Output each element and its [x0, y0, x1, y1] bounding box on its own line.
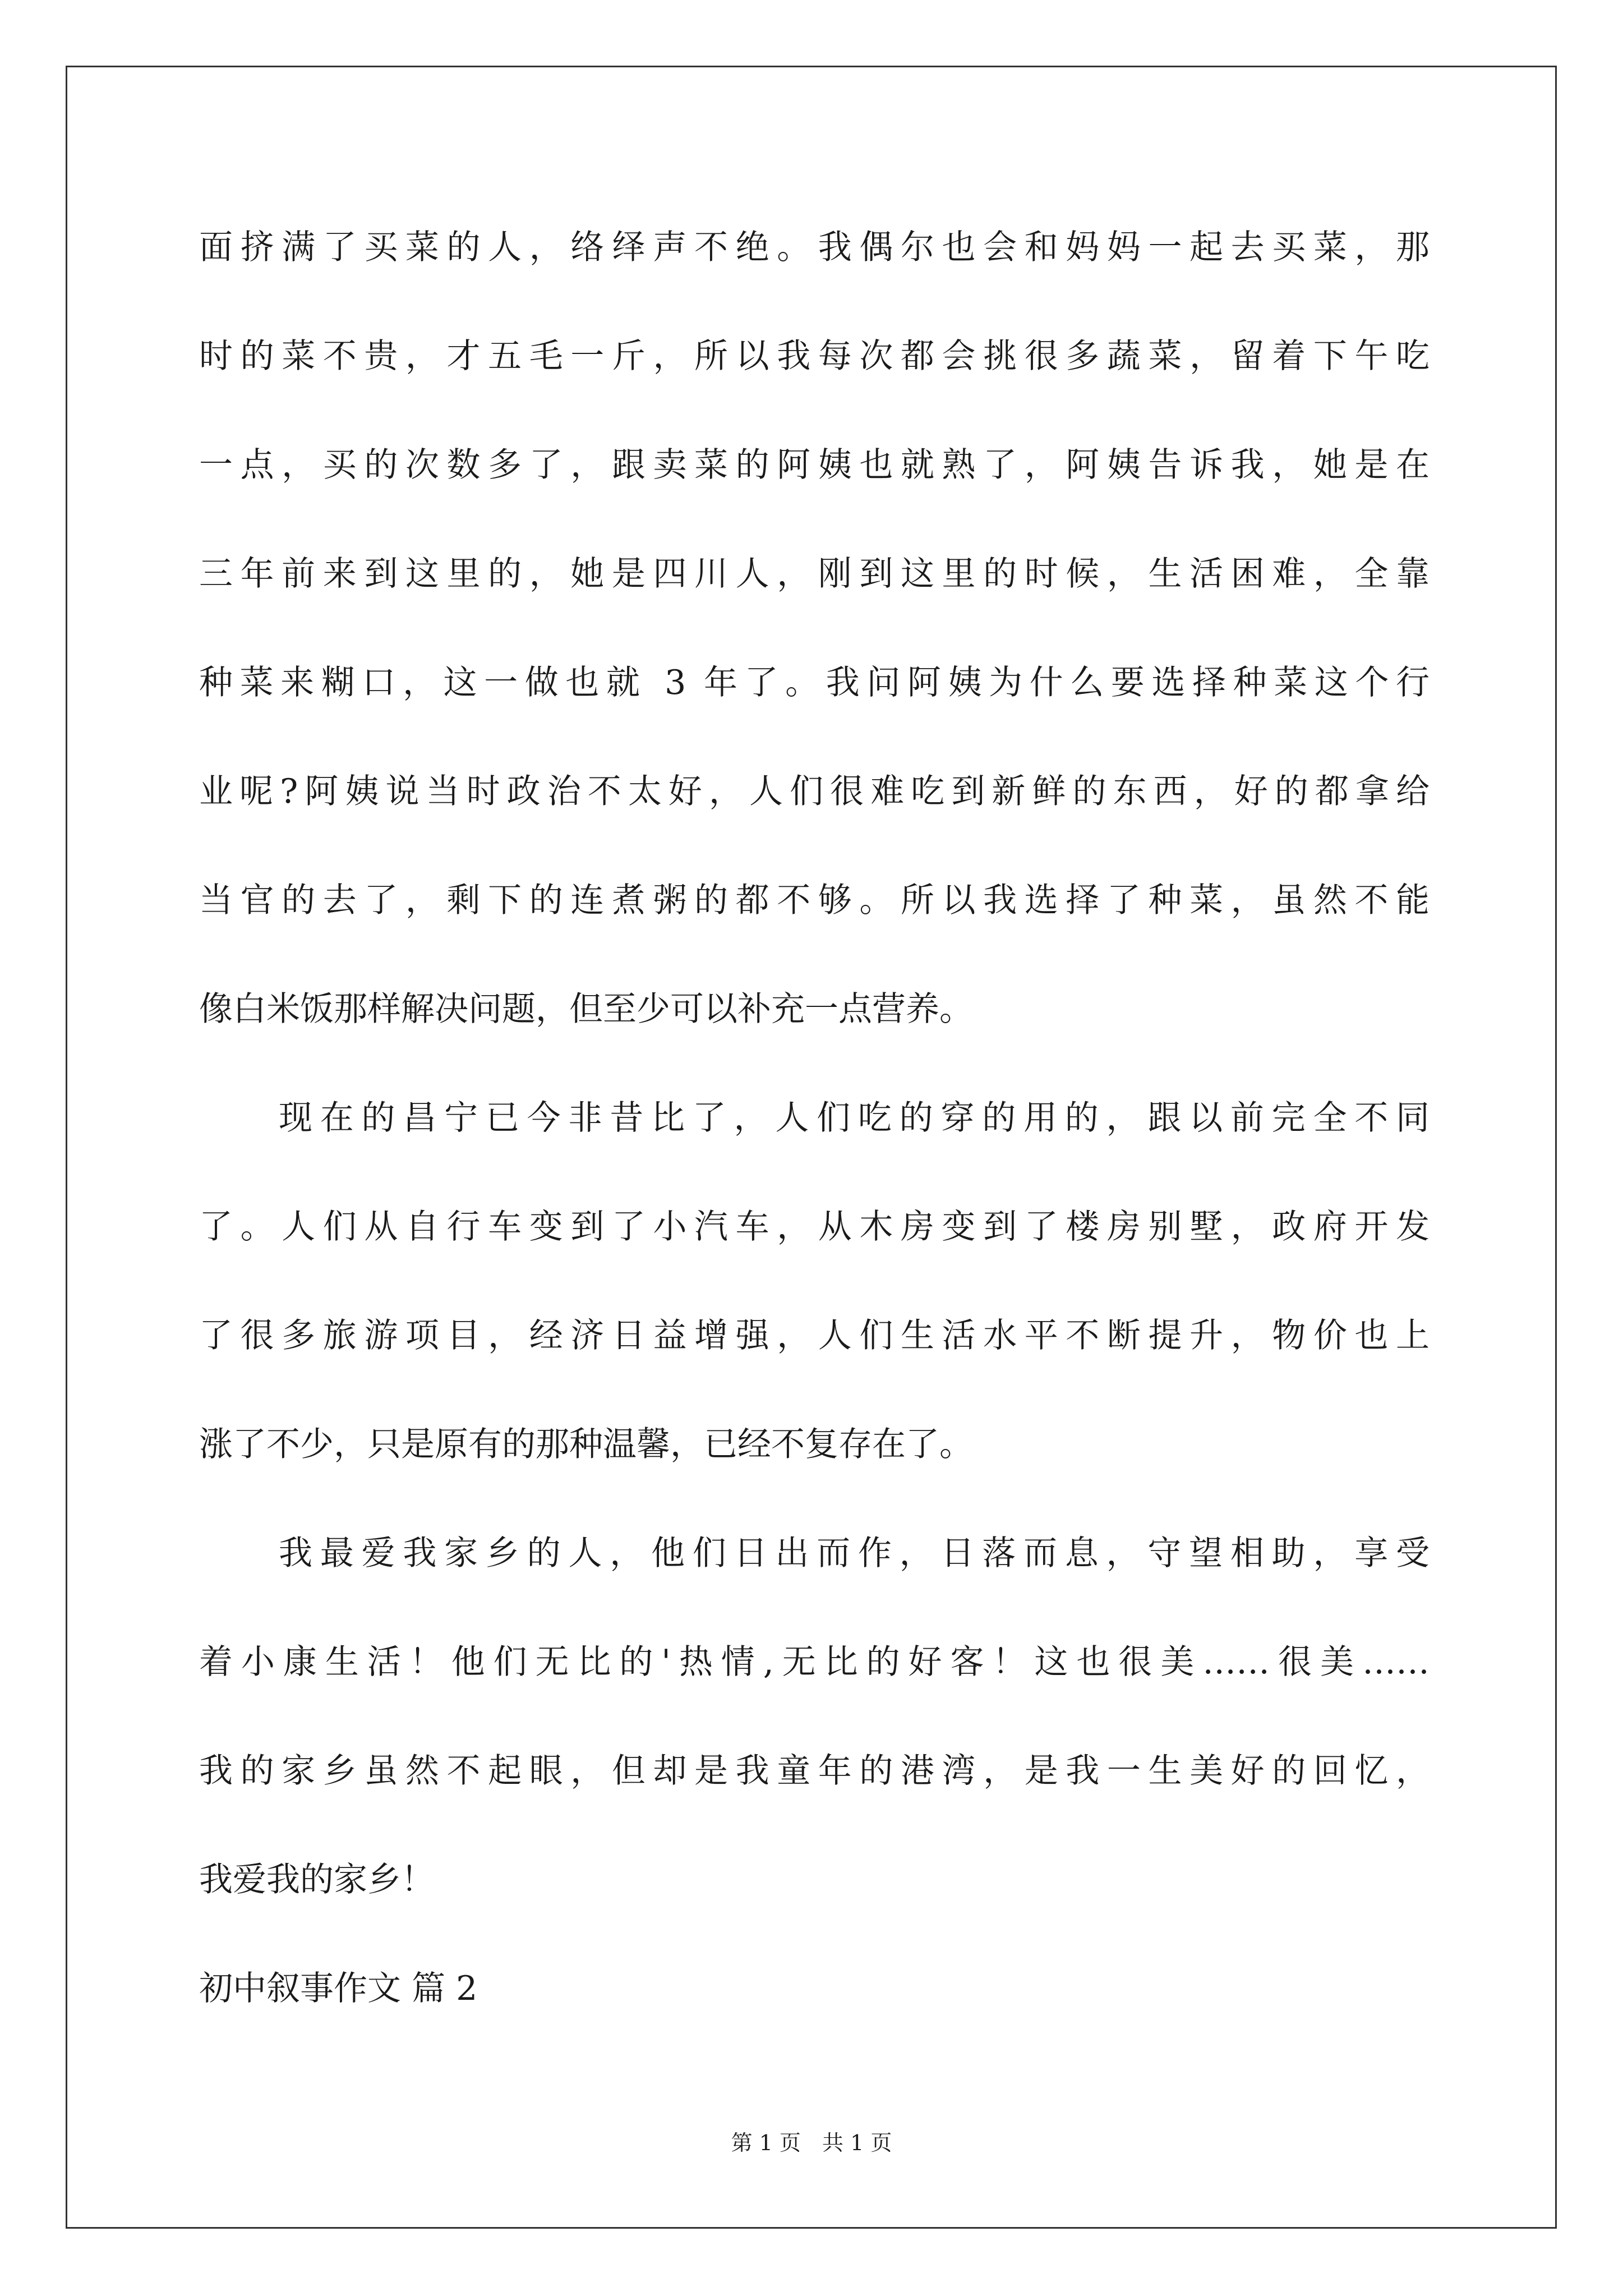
text-line: 着小康生活！他们无比的'热情,无比的好客！这也很美……很美……: [199, 1642, 1430, 1682]
section-heading: 初中叙事作文 篇 2: [199, 1969, 478, 2008]
text-line: 一点，买的次数多了，跟卖菜的阿姨也就熟了，阿姨告诉我，她是在: [199, 445, 1430, 485]
text-line: 三年前来到这里的，她是四川人，刚到这里的时候，生活困难，全靠: [199, 554, 1430, 593]
text-line: 现在的昌宁已今非昔比了，人们吃的穿的用的，跟以前完全不同: [279, 1098, 1430, 1138]
text-line: 我的家乡虽然不起眼，但却是我童年的港湾，是我一生美好的回忆，: [199, 1751, 1430, 1791]
text-line: 面挤满了买菜的人，络绎声不绝。我偶尔也会和妈妈一起去买菜，那: [199, 228, 1430, 267]
text-line: 了。人们从自行车变到了小汽车，从木房变到了楼房别墅，政府开发: [199, 1207, 1430, 1246]
text-line: 像白米饭那样解决问题，但至少可以补充一点营养。: [199, 990, 973, 1029]
text-line: 我爱我的家乡！: [199, 1860, 435, 1899]
text-line: 了很多旅游项目，经济日益增强，人们生活水平不断提升，物价也上: [199, 1316, 1430, 1355]
text-line: 时的菜不贵，才五毛一斤，所以我每次都会挑很多蔬菜，留着下午吃: [199, 337, 1430, 376]
text-line: 种菜来糊口，这一做也就 3 年了。我问阿姨为什么要选择种菜这个行: [199, 663, 1430, 702]
text-line: 涨了不少，只是原有的那种温馨，已经不复存在了。: [199, 1425, 973, 1464]
text-line: 当官的去了，剩下的连煮粥的都不够。所以我选择了种菜，虽然不能: [199, 881, 1430, 920]
text-line: 业呢?阿姨说当时政治不太好，人们很难吃到新鲜的东西，好的都拿给: [199, 772, 1430, 811]
page-footer: 第 1 页 共 1 页: [731, 2131, 892, 2155]
page-border: [66, 66, 1557, 2229]
text-line: 我最爱我家乡的人，他们日出而作，日落而息，守望相助，享受: [279, 1534, 1430, 1573]
